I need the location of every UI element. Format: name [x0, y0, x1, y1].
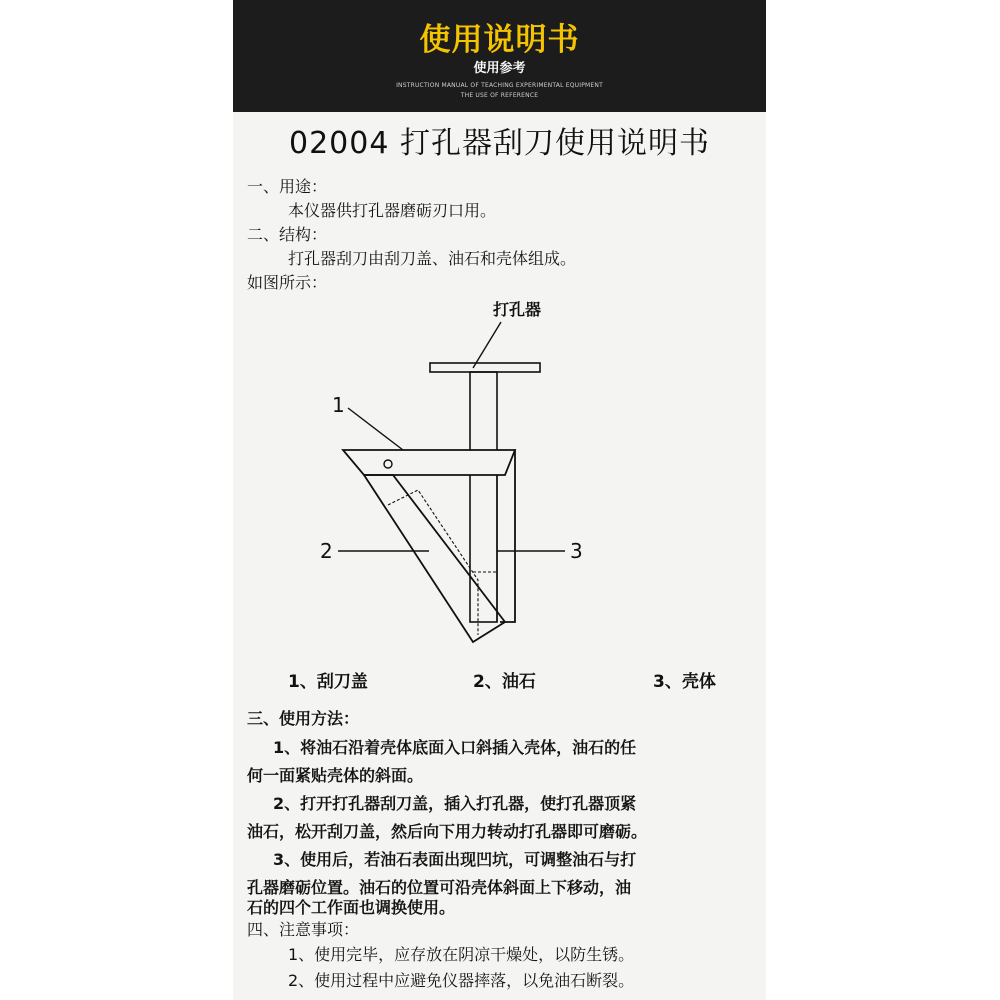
caption-lid: 1、刮刀盖	[288, 672, 368, 692]
step2-line2: 油石，松开刮刀盖，然后向下用力转动打孔器即可磨砺。	[247, 822, 648, 841]
whetstone	[364, 475, 505, 642]
punch-shaft	[470, 372, 497, 622]
section1-heading: 一、用途：	[247, 177, 328, 196]
punch-label: 打孔器	[493, 300, 542, 319]
punch-leader-line	[473, 322, 501, 368]
callout-1-leader	[348, 408, 403, 450]
note2: 2、使用过程中应避免仪器摔落，以免油石断裂。	[288, 971, 635, 990]
banner-english-line2: THE USE OF REFERENCE	[460, 92, 539, 99]
caption-housing: 3、壳体	[653, 672, 716, 692]
section2-text: 打孔器刮刀由刮刀盖、油石和壳体组成。	[288, 249, 577, 268]
callout-2-number: 2	[320, 539, 333, 563]
banner-english-line1: INSTRUCTION MANUAL OF TEACHING EXPERIMENTAL EQUIPMENT	[396, 82, 603, 89]
section4-heading: 四、注意事项：	[247, 920, 360, 939]
scraper-lid	[343, 450, 515, 475]
header-banner	[233, 0, 766, 112]
step3-line2: 孔器磨砺位置。油石的位置可沿壳体斜面上下移动，油	[247, 878, 632, 897]
section1-text: 本仪器供打孔器磨砺刃口用。	[288, 201, 497, 220]
step2-line1: 2、打开打孔器刮刀盖，插入打孔器，使打孔器顶紧	[273, 794, 637, 813]
punch-top-plate	[430, 363, 540, 372]
step3-line1: 3、使用后，若油石表面出现凹坑，可调整油石与打	[273, 850, 637, 869]
callout-3-number: 3	[570, 539, 583, 563]
section2-heading: 二、结构：	[247, 225, 328, 244]
figure-intro: 如图所示：	[247, 273, 328, 292]
caption-whetstone: 2、油石	[473, 672, 536, 692]
section3-heading: 三、使用方法：	[247, 709, 360, 728]
note1: 1、使用完毕，应存放在阴凉干燥处，以防生锈。	[288, 945, 635, 964]
manual-page	[233, 0, 766, 1000]
sharpener-diagram	[233, 290, 766, 660]
step3-line3: 石的四个工作面也调换使用。	[247, 898, 456, 917]
banner-title: 使用说明书	[419, 22, 580, 58]
banner-subtitle: 使用参考	[473, 61, 526, 76]
document-title: 02004 打孔器刮刀使用说明书	[289, 126, 710, 161]
step1-line2: 何一面紧贴壳体的斜面。	[247, 766, 424, 785]
callout-1-number: 1	[332, 393, 345, 417]
step1-line1: 1、将油石沿着壳体底面入口斜插入壳体，油石的任	[273, 738, 637, 757]
whetstone-hidden-edge	[388, 490, 478, 635]
